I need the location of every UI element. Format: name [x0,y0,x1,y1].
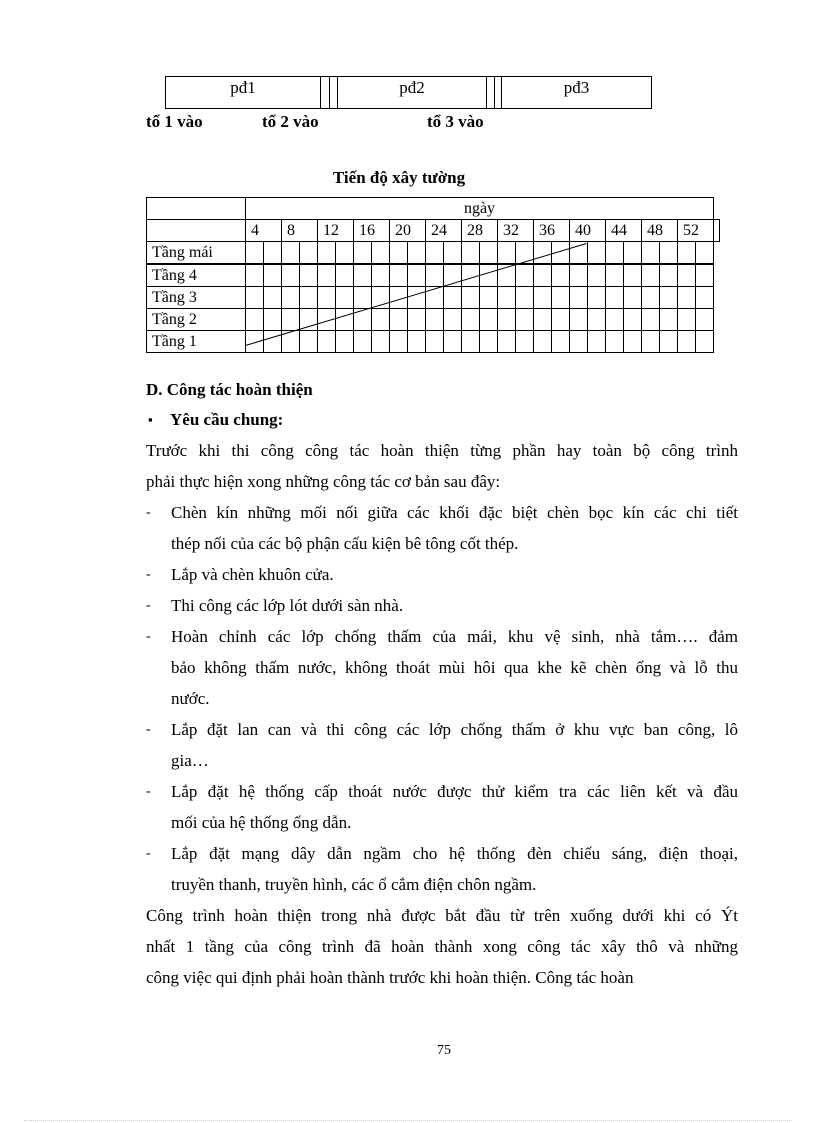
page-number: 75 [437,1043,451,1058]
floor-label: Tầng 1 [147,331,246,353]
floor-label: Tầng 4 [147,264,246,287]
text-line: Thi công các lớp lót dưới sàn nhà. [171,596,404,615]
list-dash: - [146,629,151,644]
day-label: 8 [282,220,318,242]
floor-label: Tầng 3 [147,287,246,309]
day-label: 4 [246,220,282,242]
team-label: tổ 3 vào [427,112,484,131]
list-dash: - [146,722,151,737]
day-label: 44 [606,220,642,242]
day-label: 28 [462,220,498,242]
subheading: Yêu cầu chung: [170,410,284,429]
text-line: Lắp đặt lan can và thi công các lớp chống thấm ở khu vực ban công, lô [171,720,738,739]
day-label: 20 [390,220,426,242]
list-dash: - [146,505,151,520]
segment-pd1: pđ1 [165,76,321,109]
text-line: mối của hệ thống ống dẫn. [171,813,352,832]
team-label: tổ 1 vào [146,112,203,131]
day-label: 52 [678,220,714,242]
text-line: Lắp đặt hệ thống cấp thoát nước được thử kiểm tra các liên kết và đầu [171,782,738,801]
schedule-title: Tiến độ xây tường [332,168,466,187]
progress-line [246,244,587,346]
text-line: Hoàn chỉnh các lớp chống thấm của mái, khu vệ sinh, nhà tắm…. đảm [171,627,738,646]
day-label: 32 [498,220,534,242]
segment-pd2: pđ2 [337,76,487,109]
floor-label: Tầng 2 [147,309,246,331]
list-dash: - [146,846,151,861]
text-line: Chèn kín những mối nối giữa các khối đặc biệt chèn bọc kín các chi tiết [171,503,738,522]
text-line: truyền thanh, truyền hình, các ổ cắm điện chôn ngầm. [171,875,537,894]
text-line: phải thực hiện xong những công tác cơ bản sau đây: [146,472,501,491]
text-line: nhất 1 tầng của công trình đã hoàn thành xong công tác xây thô và những [146,937,738,956]
day-label: 12 [318,220,354,242]
bottom-rule [24,1120,792,1121]
text-line: công việc qui định phải hoàn thành trước khi hoàn thiện. Công tác hoàn [146,968,634,987]
segment-pd3: pđ3 [501,76,652,109]
list-dash: - [146,567,151,582]
list-dash: - [146,784,151,799]
subheading-bullet: ▪ [148,412,153,427]
day-label: 24 [426,220,462,242]
text-line: gia… [171,751,209,770]
text-line: Lắp đặt mạng dây dẫn ngầm cho hệ thống đèn chiếu sáng, điện thoại, [171,844,738,863]
days-unit-label: ngày [246,198,714,220]
text-line: thép nối của các bộ phận cấu kiện bê tông cốt thép. [171,534,519,553]
day-label: 16 [354,220,390,242]
text-line: nước. [171,689,210,708]
list-dash: - [146,598,151,613]
text-line: Trước khi thi công công tác hoàn thiện từng phần hay toàn bộ công trình [146,441,738,460]
text-line: Lắp và chèn khuôn cửa. [171,565,334,584]
day-label: 48 [642,220,678,242]
text-line: bảo không thấm nước, không thoát mùi hôi qua khe kẽ chèn ống và lỗ thu [171,658,738,677]
text-line: Công trình hoàn thiện trong nhà được bắt đầu từ trên xuống dưới khi có Ýt [146,906,738,925]
team-label: tổ 2 vào [262,112,319,131]
floor-label: Tầng mái [147,242,246,265]
section-heading: D. Công tác hoàn thiện [146,380,313,399]
day-label: 36 [534,220,570,242]
day-label: 40 [570,220,606,242]
